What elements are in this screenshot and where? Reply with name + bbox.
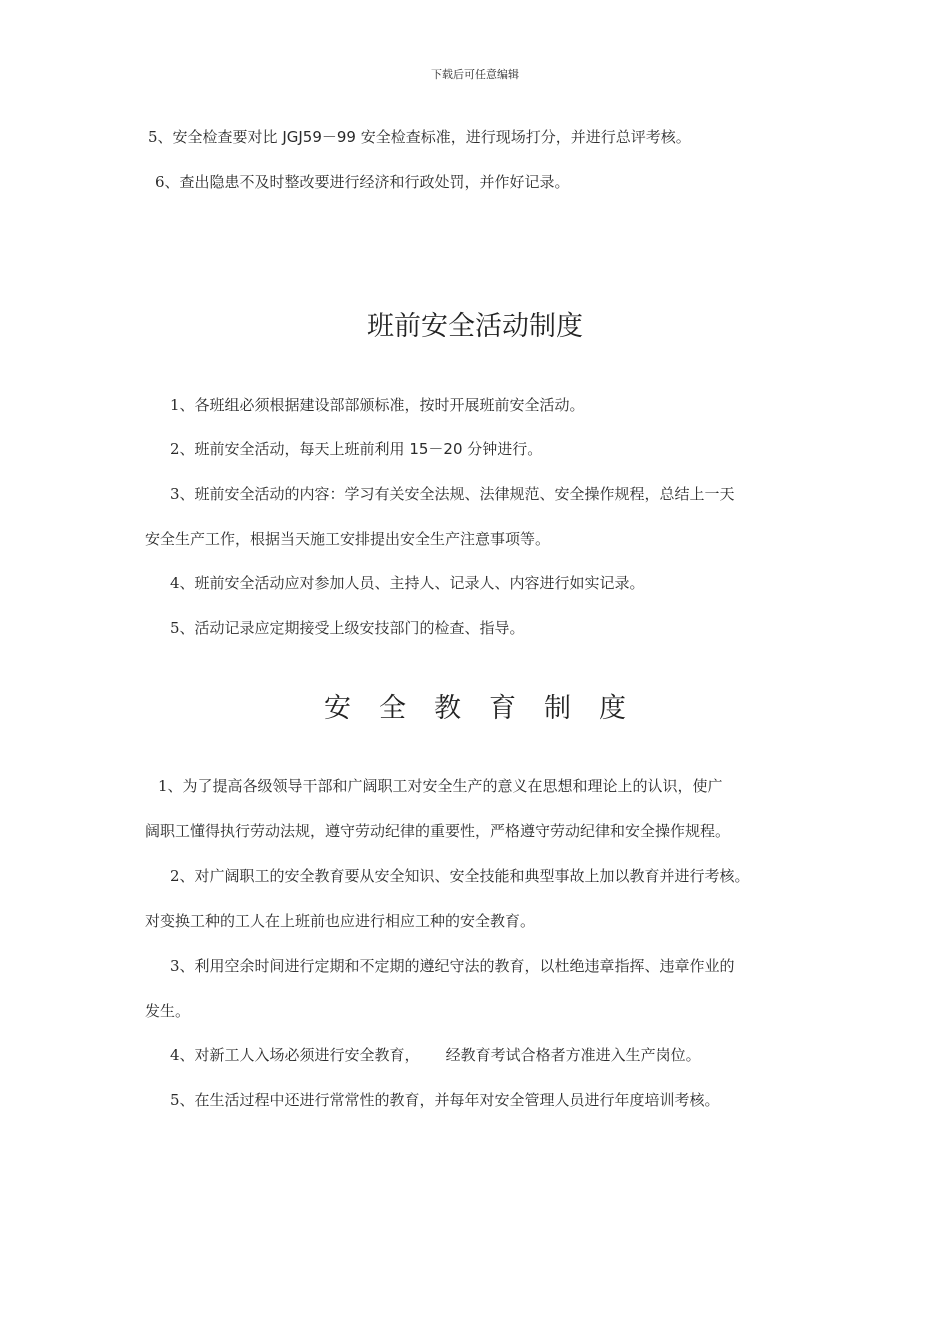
item-text: 分钟进行。 [462,440,543,458]
section2-item-5 [170,1090,720,1110]
section2-item-1 [158,776,723,796]
intro-item-6 [155,172,570,192]
item-number: 6 [155,173,165,191]
item-number: 5 [170,1091,180,1109]
intro-item-5 [148,127,691,147]
section2-item-3-continued: 发生。 [145,1002,191,1020]
section-title-class-safety: 班前安全活动制度 [367,311,583,342]
duration-range: 15－20 [409,440,463,458]
section1-item-2 [170,439,542,459]
item-text: 、利用空余时间进行定期和不定期的遵纪守法的教育，以杜绝违章指挥、违章作业的 [179,957,735,975]
item-number: 2 [170,440,180,458]
item-text: 、活动记录应定期接受上级安技部门的检查、指导。 [179,619,525,637]
item-text: 、各班组必须根据建设部部颁标准，按时开展班前安全活动。 [179,396,585,414]
section1-item-1 [170,395,585,415]
item-text: 、班前安全活动，每天上班前利用 [179,440,410,458]
item-text: 、为了提高各级领导干部和广阔职工对安全生产的意义在思想和理论上的认识，使广 [167,777,723,795]
page-header-note: 下载后可任意编辑 [431,68,519,81]
section1-item-4 [170,573,645,593]
item-text: 、安全检查要对比 [157,128,283,146]
item-text: 、对新工人入场必须进行安全教育， [179,1046,420,1064]
section2-item-2-continued: 对变换工种的工人在上班前也应进行相应工种的安全教育。 [145,912,536,930]
item-number: 5 [170,619,180,637]
standard-code: JGJ59－99 [282,128,356,146]
section2-item-2 [170,866,750,886]
item-text: 安全检查标准，进行现场打分，并进行总评考核。 [355,128,691,146]
item-number: 4 [170,1046,180,1064]
section2-item-4 [170,1045,701,1065]
item-text: 、班前安全活动应对参加人员、主持人、记录人、内容进行如实记录。 [179,574,645,592]
item-number: 1 [158,777,168,795]
section1-item-5 [170,618,525,638]
section1-item-3 [170,484,735,504]
section1-item-3-continued: 安全生产工作，根据当天施工安排提出安全生产注意事项等。 [145,530,551,548]
item-text: 经教育考试合格者方准进入生产岗位。 [445,1046,701,1064]
section-title-safety-education: 安全教育制度 [324,693,654,724]
item-number: 4 [170,574,180,592]
section2-item-3 [170,956,735,976]
item-text: 、查出隐患不及时整改要进行经济和行政处罚，并作好记录。 [164,173,570,191]
section2-item-1-continued: 阔职工懂得执行劳动法规，遵守劳动纪律的重要性，严格遵守劳动纪律和安全操作规程。 [145,822,731,840]
item-number: 2 [170,867,180,885]
item-text: 、班前安全活动的内容：学习有关安全法规、法律规范、安全操作规程，总结上一天 [179,485,735,503]
item-number: 1 [170,396,180,414]
item-text: 、对广阔职工的安全教育要从安全知识、安全技能和典型事故上加以教育并进行考核。 [179,867,750,885]
item-number: 3 [170,485,180,503]
item-number: 3 [170,957,180,975]
item-text: 、在生活过程中还进行常常性的教育，并每年对安全管理人员进行年度培训考核。 [179,1091,720,1109]
item-number: 5 [148,128,158,146]
